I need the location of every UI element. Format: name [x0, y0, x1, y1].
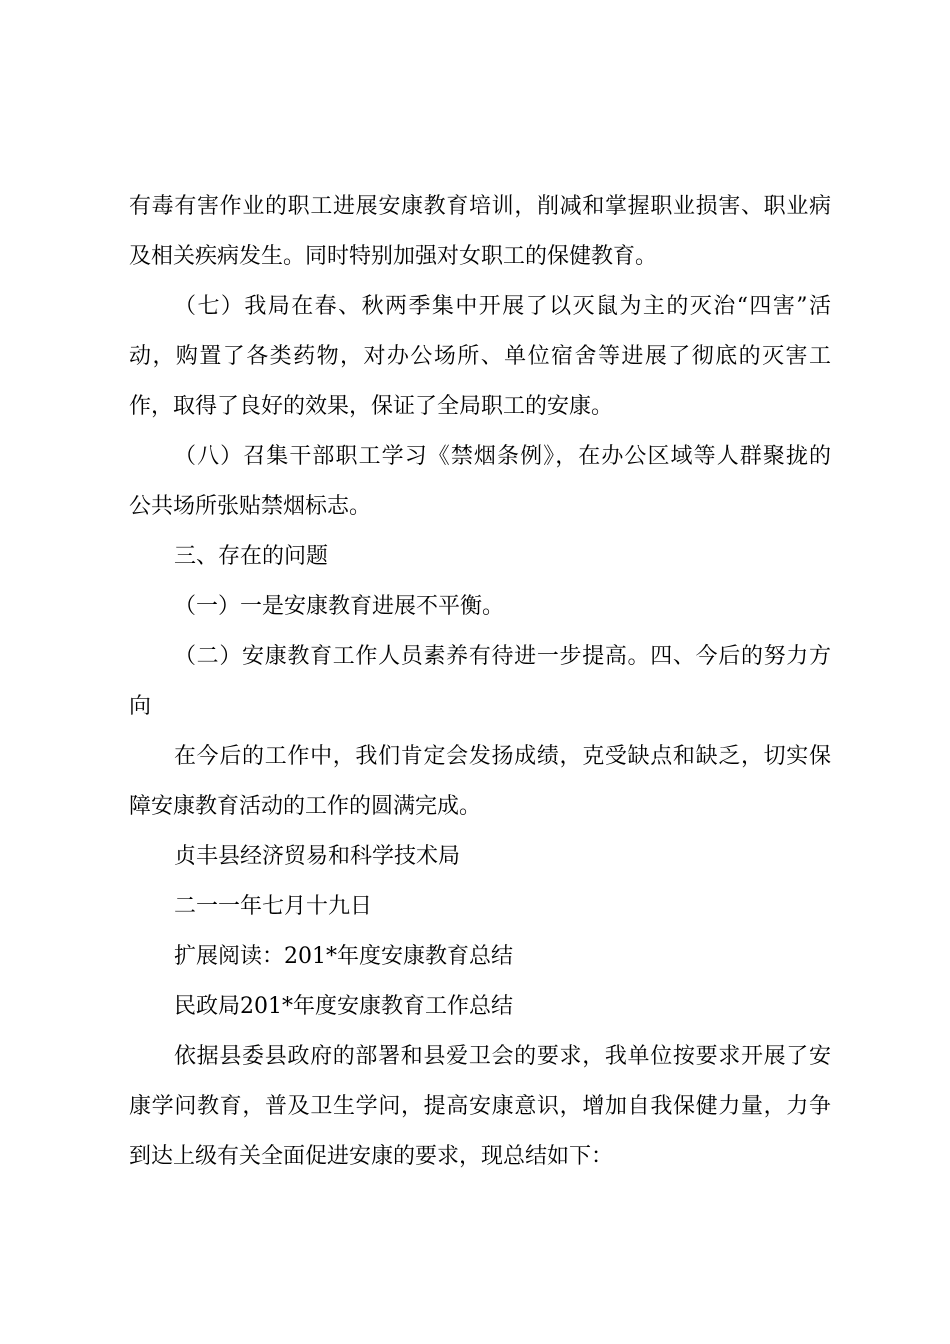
text-line: 依据县委县政府的部署和县爱卫会的要求，我单位按要求开展了安 — [174, 1044, 831, 1069]
text-line: 康学问教育，普及卫生学问，提高安康意识，增加自我保健力量，力争 — [129, 1094, 831, 1119]
text-line: （一）一是安康教育进展不平衡。 — [174, 594, 505, 619]
text-line: 有毒有害作业的职工进展安康教育培训，削减和掌握职业损害、职业病 — [129, 194, 831, 219]
text-line: 及相关疾病发生。同时特别加强对女职工的保健教育。 — [129, 244, 658, 269]
text-line: 作，取得了良好的效果，保证了全局职工的安康。 — [129, 394, 614, 419]
article-title: 民政局201*年度安康教育工作总结 — [174, 994, 513, 1019]
text-line: 向 — [129, 694, 152, 719]
signature-date: 二一一年七月十九日 — [174, 894, 373, 919]
text-line: （八）召集干部职工学习《禁烟条例》，在办公区域等人群聚拢的 — [174, 444, 831, 469]
section-heading: 三、存在的问题 — [174, 544, 329, 569]
text-line: 障安康教育活动的工作的圆满完成。 — [129, 794, 482, 819]
text-line: （二）安康教育工作人员素养有待进一步提高。四、今后的努力方 — [174, 644, 831, 669]
text-line: （七）我局在春、秋两季集中开展了以灭鼠为主的灭治“四害”活 — [174, 294, 831, 319]
text-line: 到达上级有关全面促进安康的要求，现总结如下： — [129, 1144, 614, 1169]
text-line: 公共场所张贴禁烟标志。 — [129, 494, 372, 519]
text-line: 动，购置了各类药物，对办公场所、单位宿舍等进展了彻底的灭害工 — [129, 344, 831, 369]
signature-organization: 贞丰县经济贸易和科学技术局 — [174, 844, 461, 869]
extended-reading-title: 扩展阅读：201*年度安康教育总结 — [174, 944, 513, 969]
text-line: 在今后的工作中，我们肯定会发扬成绩，克受缺点和缺乏，切实保 — [174, 744, 831, 769]
